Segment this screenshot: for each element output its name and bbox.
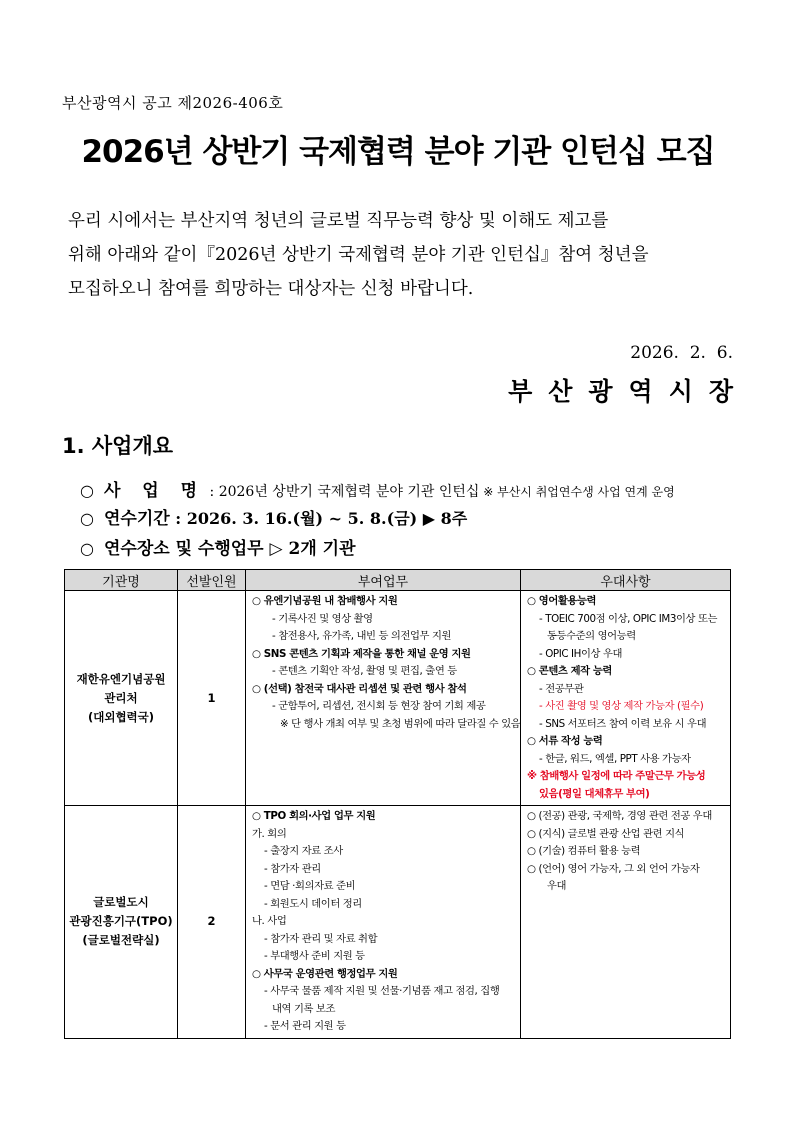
table-row [65, 806, 731, 1039]
org-name-line: (대외협력국) [87, 709, 155, 724]
pref-line: - 전공무관 [539, 682, 584, 695]
pref-line: ※ 참배행사 일정에 따라 주말근무 가능성 [527, 770, 706, 782]
intro-paragraph [68, 204, 736, 306]
bullet-circle: ○ [80, 509, 94, 528]
institution-table [64, 569, 731, 1039]
item-value: : 2026. 3. 16.(월) ~ 5. 8.(금) ▶ 8주 [169, 509, 468, 528]
header-count: 선발인원 [178, 570, 246, 591]
duty-line: 내역 기록 보조 [272, 1002, 336, 1015]
duty-line: - 부대행사 준비 지원 등 [264, 950, 365, 962]
bullet-circle: ○ [80, 481, 94, 500]
header-prefs: 우대사항 [521, 570, 731, 591]
pref-line: - OPIC IH이상 우대 [539, 647, 623, 660]
pref-line: 동등수준의 영어능력 [547, 630, 636, 642]
duty-line: 가. 회의 [252, 827, 287, 840]
pref-line: ○ 영어활용능력 [527, 595, 597, 607]
duty-line: ○ 유엔기념공원 내 참배행사 지원 [252, 595, 398, 607]
intro-line: 우리 시에서는 부산지역 청년의 글로벌 직무능력 향상 및 이해도 제고를 [68, 211, 609, 231]
org-cell [65, 591, 178, 806]
intro-line: 모집하오니 참여를 희망하는 대상자는 신청 바랍니다. [68, 279, 474, 299]
duty-line: ○ TPO 회의·사업 업무 지원 [252, 810, 376, 822]
item-note: ※ 부산시 취업연수생 사업 연계 운영 [479, 485, 675, 499]
prefs-cell [521, 591, 731, 806]
duty-line: - 면담 ·회의자료 준비 [264, 880, 356, 892]
count-cell: 1 [178, 591, 246, 806]
item-label: 연수기간 [103, 509, 170, 529]
pref-line: ○ (기술) 컴퓨터 활용 능력 [527, 845, 641, 857]
item-label: 연수장소 및 수행업무 ▷ 2개 기관 [103, 539, 356, 559]
duty-line: - 참가자 관리 및 자료 취합 [264, 932, 378, 945]
org-name-line: 관리처 [104, 690, 138, 705]
table-row [65, 591, 731, 806]
pref-line: - TOEIC 700점 이상, OPIC IM3이상 또는 [539, 612, 718, 625]
pref-line: ○ 콘텐츠 제작 능력 [527, 665, 612, 677]
pref-line: - SNS 서포터즈 참여 이력 보유 시 우대 [539, 717, 707, 730]
pref-line: ○ 서류 작성 능력 [527, 735, 603, 747]
pref-line: ○ (지식) 글로벌 관광 산업 관련 지식 [527, 827, 685, 840]
item-value: : 2026년 상반기 국제협력 분야 기관 인턴십 [205, 484, 480, 500]
table-header-row [65, 570, 731, 591]
header-duties: 부여업무 [246, 570, 521, 591]
intro-line: 위해 아래와 같이『2026년 상반기 국제협력 분야 기관 인턴십』참여 청년을 [68, 245, 649, 265]
duty-line: - 콘텐츠 기획안 작성, 촬영 및 편집, 출연 등 [272, 665, 457, 677]
duty-line: - 기록사진 및 영상 촬영 [272, 612, 373, 625]
overview-item-project-name [80, 476, 675, 501]
pref-line: - 사진 촬영 및 영상 제작 가능자 (필수) [539, 700, 704, 712]
bullet-circle: ○ [80, 539, 94, 558]
org-cell [65, 806, 178, 1039]
duty-line: - 출장지 자료 조사 [264, 845, 343, 857]
overview-item-period [80, 504, 467, 529]
pref-line: ○ (언어) 영어 가능자, 그 외 언어 가능자 [527, 862, 700, 875]
org-name-line: 재한유엔기념공원 [76, 671, 166, 686]
notice-date: 2026. 2. 6. [630, 343, 733, 363]
pref-line: ○ (전공) 관광, 국제학, 경영 관련 전공 우대 [527, 810, 712, 822]
pref-line: 있음(평일 대체휴무 부여) [539, 787, 650, 800]
pref-line: 우대 [547, 880, 567, 892]
duty-line: ※ 단 행사 개최 여부 및 초청 범위에 따라 달라질 수 있음 [280, 717, 521, 730]
count-cell: 2 [178, 806, 246, 1039]
duty-line: - 참가자 관리 [264, 862, 321, 875]
duty-line: ○ 사무국 운영관련 행정업무 지원 [252, 967, 398, 980]
document-title: 2026년 상반기 국제협력 분야 기관 인턴십 모집 [81, 134, 715, 170]
duty-line: - 회원도시 데이터 정리 [264, 897, 362, 910]
item-label: 사 업 명 [103, 481, 206, 501]
org-name-line: 관광진흥기구(TPO) [69, 914, 173, 929]
duty-line: ○ SNS 콘텐츠 기획과 제작을 통한 채널 운영 지원 [252, 647, 471, 660]
issuer-name: 부산광역시장 [508, 377, 749, 406]
prefs-cell [521, 806, 731, 1039]
header-org: 기관명 [65, 570, 178, 591]
duty-line: - 군함투어, 리셉션, 전시회 등 현장 참여 기회 제공 [272, 700, 486, 712]
org-name-line: (글로벌전략실) [82, 933, 160, 948]
duty-line: - 문서 관리 지원 등 [264, 1020, 346, 1032]
pref-line: - 한글, 워드, 엑셀, PPT 사용 가능자 [539, 752, 691, 765]
overview-item-location [80, 534, 356, 559]
duties-cell [246, 591, 521, 806]
duty-line: 나. 사업 [252, 915, 287, 927]
duty-line: - 참전용사, 유가족, 내빈 등 의전업무 지원 [272, 630, 452, 642]
org-name-line: 글로벌도시 [93, 895, 149, 910]
duties-cell [246, 806, 521, 1039]
duty-line: - 사무국 물품 제작 지원 및 선물·기념품 재고 점검, 집행 [264, 985, 500, 997]
section-title: 1. 사업개요 [62, 434, 174, 458]
duty-line: ○ (선택) 참전국 대사관 리셉션 및 관련 행사 참석 [252, 682, 467, 695]
notice-number: 부산광역시 공고 제2026-406호 [62, 94, 284, 112]
